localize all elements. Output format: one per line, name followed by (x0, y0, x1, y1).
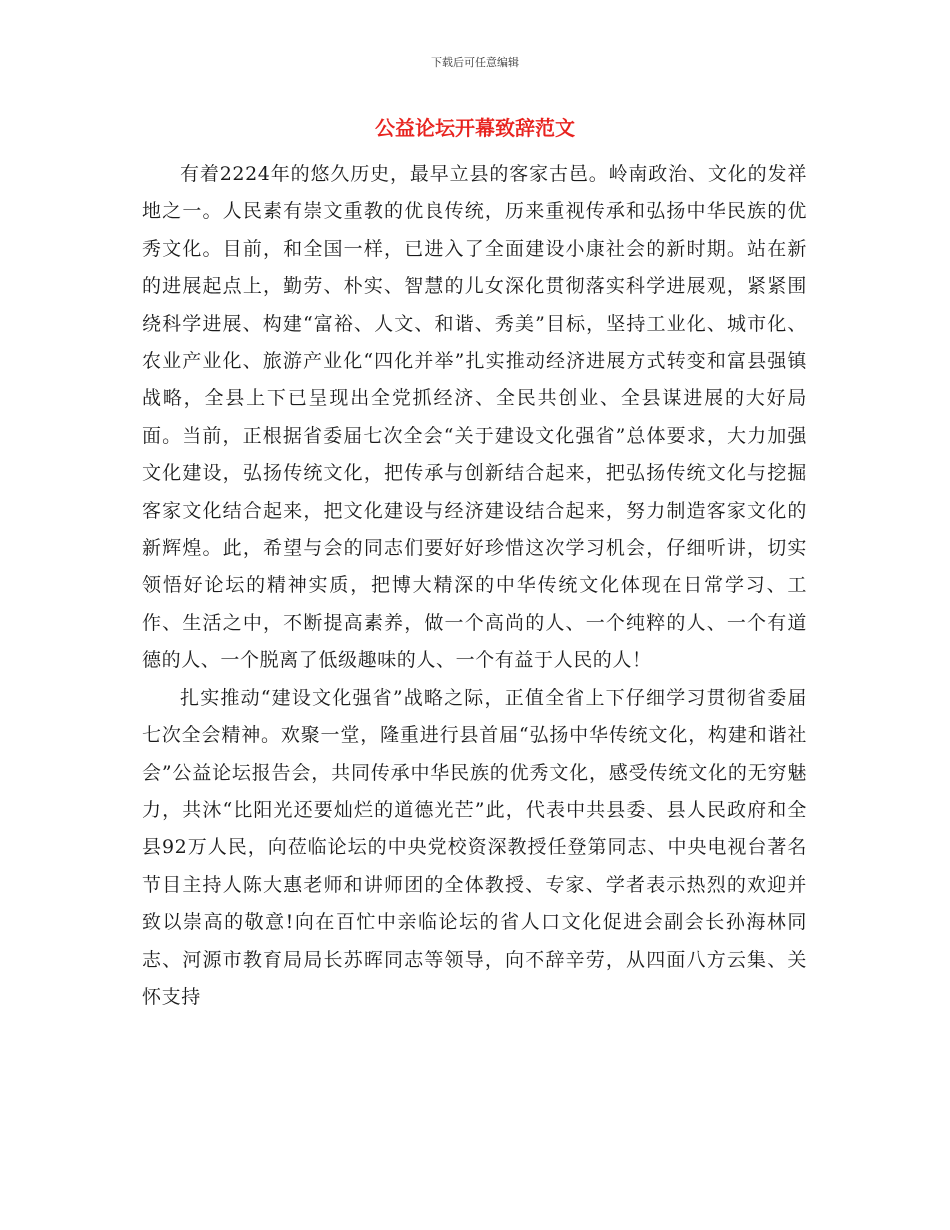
page-header-note: 下载后可任意编辑 (431, 56, 519, 69)
paragraph-2: 扎实推动“建设文化强省”战略之际，正值全省上下仔细学习贯彻省委届七次全会精神。欢聚一堂，隆重进行县首届“弘扬中华传统文化，构建和谐社会”公益论坛报告会，共同传承中华民族的优秀文化，感受传统文化的无穷魅力，共沐“比阳光还要灿烂的道德光芒”此，代表中共县委、县人民政府和全县92万人民，向莅临论坛的中央党校资深教授任登第同志、中央电视台著名节目主持人陈大惠老师和讲师团的全体教授、专家、学者表示热烈的欢迎并致以崇高的敬意!向在百忙中亲临论坛的省人口文化促进会副会长孙海林同志、河源市教育局局长苏晖同志等领导，向不辞辛劳，从四面八方云集、关怀支持 (142, 686, 807, 1008)
document-body (142, 156, 807, 1016)
document-title: 公益论坛开幕致辞范文 (375, 116, 575, 140)
paragraph-1: 有着2224年的悠久历史，最早立县的客家古邑。岭南政治、文化的发祥地之一。人民素有崇文重教的优良传统，历来重视传承和弘扬中华民族的优秀文化。目前，和全国一样，已进入了全面建设小康社会的新时期。站在新的进展起点上，勤劳、朴实、智慧的儿女深化贯彻落实科学进展观，紧紧围绕科学进展、构建“富裕、人文、和谐、秀美”目标，坚持工业化、城市化、农业产业化、旅游产业化“四化并举”扎实推动经济进展方式转变和富县强镇战略，全县上下已呈现出全党抓经济、全民共创业、全县谋进展的大好局面。当前，正根据省委届七次全会“关于建设文化强省”总体要求，大力加强文化建设，弘扬传统文化，把传承与创新结合起来，把弘扬传统文化与挖掘客家文化结合起来，把文化建设与经济建设结合起来，努力制造客家文化的新辉煌。此，希望与会的同志们要好好珍惜这次学习机会，仔细听讲，切实领悟好论坛的精神实质，把博大精深的中华传统文化体现在日常学习、工作、生活之中，不断提高素养，做一个高尚的人、一个纯粹的人、一个有道德的人、一个脱离了低级趣味的人、一个有益于人民的人！ (142, 163, 807, 672)
